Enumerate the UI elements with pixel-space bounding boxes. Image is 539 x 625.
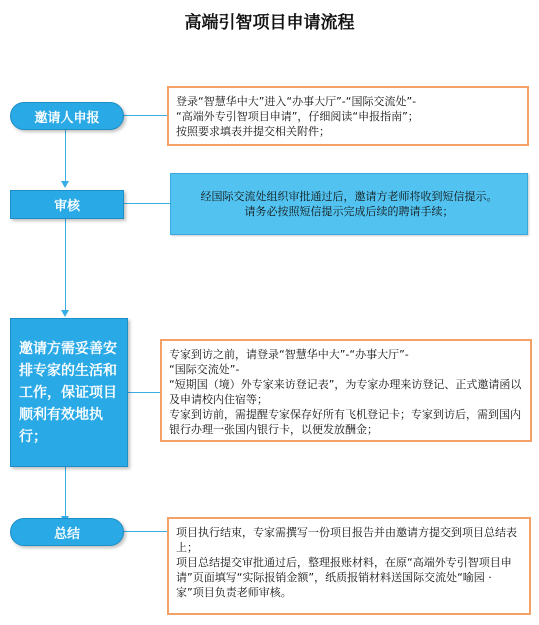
- arrowhead-1-2: [61, 181, 69, 188]
- connector-2-3: [65, 218, 66, 310]
- step-summary-label: 总结: [53, 526, 80, 542]
- step-host-label: 邀请方需妥善安排专家的生活和工作，保证项目顺利有效地执行；: [19, 340, 117, 445]
- arrowhead-2-3: [61, 310, 69, 317]
- link-step2-note: [122, 203, 170, 204]
- link-step1-note: [122, 115, 167, 116]
- note-apply: 登录“智慧华中大”进入“办事大厅”-“国际交流处”- “高端外专引智项目申请”，仔细阅读“申报指南”； 按照要求填表并提交相关附件；: [167, 86, 529, 146]
- step-host: [10, 318, 128, 467]
- link-step3-note: [127, 392, 160, 393]
- step-summary: [10, 518, 124, 546]
- step-apply: [10, 102, 124, 130]
- connector-1-2: [65, 129, 66, 181]
- note-host: 专家到访之前，请登录“智慧华中大”-“办事大厅”- “国际交流处”- “短期国（境）外专家来访登记表”，为专家办理来访登记、正式邀请函以及申请校内住宿等； 专家到访前，需提醒专家保存好所有飞机登记卡；专家到访后，需到国内银行办理一张国内银行卡，以便发放酬金；: [160, 339, 532, 442]
- link-step4-note: [122, 531, 167, 532]
- step-review: [10, 190, 124, 219]
- step-apply-label: 邀请人申报: [34, 110, 100, 126]
- note-summary: 项目执行结束，专家需撰写一份项目报告并由邀请方提交到项目总结表上； 项目总结提交审批通过后，整理报账材料，在原“高端外专引智项目申请”页面填写“实际报销金额”，纸质报销材料送国际交流处“喻园 · 家”项目负责老师审核。: [167, 517, 531, 615]
- page-title: 高端引智项目申请流程: [184, 13, 355, 33]
- connector-3-4: [65, 466, 66, 516]
- note-review: 经国际交流处组织审批通过后，邀请方老师将收到短信提示。 请务必按照短信提示完成后续的聘请手续；: [170, 173, 528, 235]
- step-review-label: 审核: [53, 199, 80, 214]
